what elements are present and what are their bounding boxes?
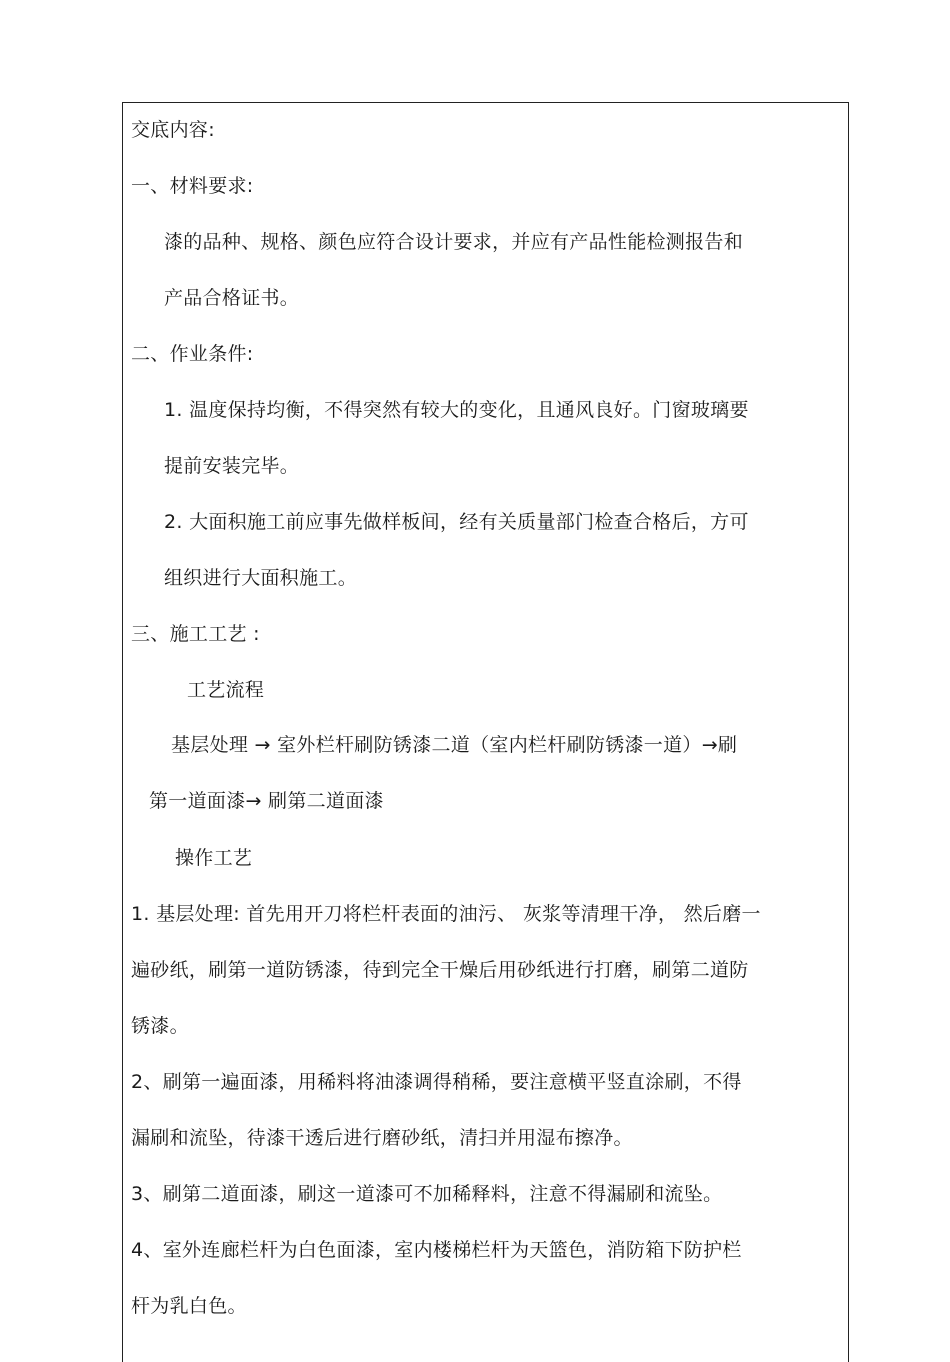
section-2-item-1-line-2: 提前安装完毕。: [164, 455, 300, 477]
section-2-title: 二、作业条件:: [131, 343, 254, 365]
operation-1-line-2: 遍砂纸，刷第一道防锈漆，待到完全干燥后用砂纸进行打磨，刷第二道防: [131, 959, 749, 981]
operation-4-line-1: 4、室外连廊栏杆为白色面漆，室内楼梯栏杆为天篮色，消防箱下防护栏: [131, 1239, 742, 1261]
operation-2-line-2: 漏刷和流坠，待漆干透后进行磨砂纸，清扫并用湿布擦净。: [131, 1127, 633, 1149]
section-2-item-1-line-1: 1. 温度保持均衡，不得突然有较大的变化，且通风良好。门窗玻璃要: [164, 399, 749, 421]
section-3-title: 三、施工工艺 :: [131, 623, 260, 645]
section-1-paragraph-line-1: 漆的品种、规格、颜色应符合设计要求，并应有产品性能检测报告和: [164, 231, 744, 253]
operation-2-line-1: 2、刷第一遍面漆，用稀料将油漆调得稍稀，要注意横平竖直涂刷，不得: [131, 1071, 742, 1093]
operation-1-line-3: 锈漆。: [131, 1015, 189, 1037]
process-flow-title: 工艺流程: [187, 679, 265, 701]
section-1-title: 一、材料要求:: [131, 175, 254, 197]
section-2-item-2-line-2: 组织进行大面积施工。: [164, 567, 358, 589]
operation-4-line-2: 杆为乳白色。: [131, 1295, 247, 1317]
heading: 交底内容:: [131, 119, 215, 141]
process-flow-line-1: 基层处理 → 室外栏杆刷防锈漆二道（室内栏杆刷防锈漆一道）→刷: [171, 734, 738, 756]
operation-1-line-1: 1. 基层处理: 首先用开刀将栏杆表面的油污、 灰浆等清理干净， 然后磨一: [131, 903, 761, 925]
section-1-paragraph-line-2: 产品合格证书。: [164, 287, 300, 309]
operation-title: 操作工艺: [175, 847, 253, 869]
operation-3-line: 3、刷第二道面漆，刷这一道漆可不加稀释料，注意不得漏刷和流坠。: [131, 1183, 723, 1205]
section-2-item-2-line-1: 2. 大面积施工前应事先做样板间，经有关质量部门检查合格后，方可: [164, 511, 749, 533]
process-flow-line-2: 第一道面漆→ 刷第二道面漆: [149, 790, 384, 812]
